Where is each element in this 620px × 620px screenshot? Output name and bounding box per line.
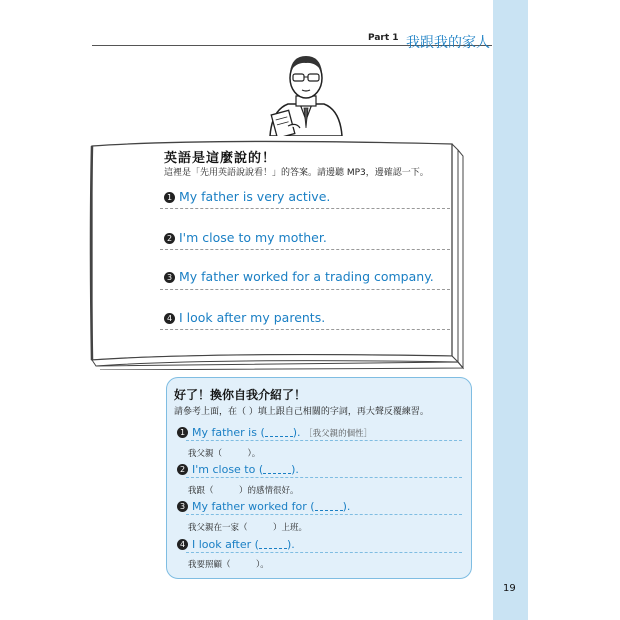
- number-badge: 2: [164, 233, 175, 244]
- blank-input[interactable]: [315, 500, 343, 511]
- number-badge: 3: [164, 272, 175, 283]
- number-badge: 1: [164, 192, 175, 203]
- book-title: 英語是這麼說的！: [164, 151, 277, 166]
- answer-sentence: [164, 310, 325, 325]
- sentence-start: I'm close to (: [192, 463, 264, 476]
- chapter-title: 我跟我的家人: [406, 35, 490, 51]
- hint-text: ［我父親的個性］: [304, 429, 373, 439]
- chinese-translation: 我父親（ ）。: [188, 449, 261, 459]
- practice-sentence: [177, 538, 295, 551]
- dashed-rule: [186, 440, 462, 441]
- blank-input[interactable]: [265, 426, 293, 437]
- practice-sentence: [177, 500, 350, 513]
- practice-sentence: [177, 426, 372, 439]
- sentence-start: My father is (: [192, 426, 265, 439]
- number-badge: 2: [177, 464, 188, 475]
- answer-sentence: [164, 189, 330, 204]
- dashed-rule: [186, 514, 462, 515]
- man-illustration: [266, 50, 346, 136]
- blank-input[interactable]: [263, 463, 291, 474]
- dashed-rule: [160, 329, 450, 330]
- number-badge: 4: [164, 313, 175, 324]
- dashed-rule: [186, 477, 462, 478]
- sentence-end: ).: [292, 426, 301, 439]
- sentence-text: I'm close to my mother.: [179, 230, 327, 245]
- sentence-end: ).: [291, 463, 299, 476]
- sentence-start: My father worked for (: [192, 500, 315, 513]
- number-badge: 3: [177, 501, 188, 512]
- blank-input[interactable]: [259, 538, 287, 549]
- practice-intro: 請參考上面，在（ ）填上跟自己相關的字詞，再大聲反覆練習。: [174, 407, 429, 417]
- practice-sentence: [177, 463, 299, 476]
- book-intro: 這裡是「先用英語說說看！」的答案。請邊聽 MP3，邊確認一下。: [164, 168, 429, 178]
- number-badge: 1: [177, 427, 188, 438]
- sentence-text: I look after my parents.: [179, 310, 326, 325]
- sentence-end: ).: [342, 500, 351, 513]
- side-tab: [493, 0, 528, 620]
- chinese-translation: 我跟（ ）的感情很好。: [188, 486, 299, 496]
- part-label: Part 1: [368, 33, 399, 43]
- sentence-text: My father is very active.: [179, 189, 331, 204]
- dashed-rule: [186, 552, 462, 553]
- dashed-rule: [160, 208, 450, 209]
- practice-title: 好了！換你自我介紹了！: [174, 388, 307, 402]
- chinese-translation: 我父親在一家（ ）上班。: [188, 523, 308, 533]
- number-badge: 4: [177, 539, 188, 550]
- answer-sentence: [164, 230, 327, 245]
- sentence-start: I look after (: [192, 538, 259, 551]
- sentence-text: My father worked for a trading company.: [179, 269, 434, 284]
- answer-sentence: [164, 269, 434, 284]
- sentence-end: ).: [286, 538, 295, 551]
- chinese-translation: 我要照顧（ ）。: [188, 560, 269, 570]
- dashed-rule: [160, 249, 450, 250]
- page-number: 19: [503, 583, 516, 594]
- dashed-rule: [160, 289, 450, 290]
